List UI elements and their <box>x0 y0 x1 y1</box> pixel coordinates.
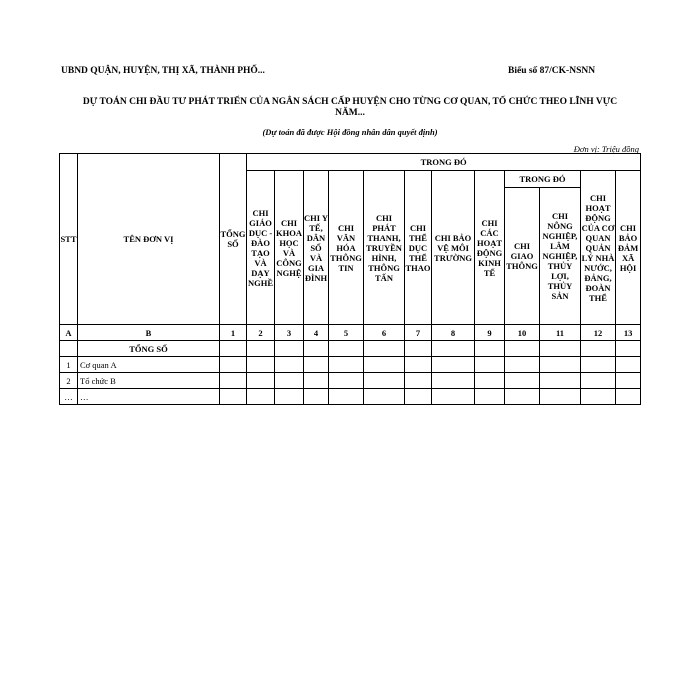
table-cell <box>432 389 475 405</box>
table-cell <box>432 341 475 357</box>
header-col-6: CHI PHÁT THANH, TRUYỀN HÌNH, THÔNG TẤN <box>364 171 405 325</box>
header-col-4: CHI Y TẾ, DÂN SỐ VÀ GIA ĐÌNH <box>304 171 329 325</box>
table-cell <box>304 341 329 357</box>
header-col-12: CHI HOẠT ĐỘNG CỦA CƠ QUAN QUẢN LÝ NHÀ NƯỚC, ĐẢNG, ĐOÀN THỂ <box>581 171 616 325</box>
title-line-1: DỰ TOÁN CHI ĐẦU TƯ PHÁT TRIỂN CỦA NGÂN SÁCH CẤP HUYỆN CHO TỪNG CƠ QUAN, TỔ CHỨC THEO LĨNH VỰC <box>82 97 618 107</box>
table-cell <box>405 389 432 405</box>
table-cell <box>364 341 405 357</box>
document-title <box>58 97 642 119</box>
table-cell <box>475 341 505 357</box>
index-cell: 11 <box>540 325 581 341</box>
table-cell <box>220 373 247 389</box>
table-cell <box>505 341 540 357</box>
row-stt: … <box>60 389 78 405</box>
table-cell <box>581 357 616 373</box>
table-cell <box>220 389 247 405</box>
index-row <box>60 325 641 341</box>
row-name: Tổ chức B <box>78 373 220 389</box>
index-cell: 10 <box>505 325 540 341</box>
table-cell <box>247 373 275 389</box>
index-cell: B <box>78 325 220 341</box>
table-cell <box>405 357 432 373</box>
table-cell <box>247 357 275 373</box>
table-cell <box>275 389 304 405</box>
header-col-7: CHI THỂ DỤC THỂ THAO <box>405 171 432 325</box>
row-name: Cơ quan A <box>78 357 220 373</box>
title-line-2: NĂM... <box>335 108 365 118</box>
table-cell <box>304 373 329 389</box>
header-col-3: CHI KHOA HỌC VÀ CÔNG NGHỆ <box>275 171 304 325</box>
table-cell <box>475 373 505 389</box>
issuing-authority: UBND QUẬN, HUYỆN, THỊ XÃ, THÀNH PHỐ... <box>61 66 265 76</box>
index-cell: 8 <box>432 325 475 341</box>
table-cell <box>540 357 581 373</box>
index-cell: 6 <box>364 325 405 341</box>
index-cell: 12 <box>581 325 616 341</box>
header-col-9: CHI CÁC HOẠT ĐỘNG KINH TẾ <box>475 171 505 325</box>
table-cell <box>581 389 616 405</box>
header-col-5: CHI VĂN HÓA THÔNG TIN <box>329 171 364 325</box>
table-row <box>60 357 641 373</box>
header-tong-so: TỔNG SỐ <box>220 154 247 325</box>
table-cell <box>405 373 432 389</box>
table-cell <box>275 341 304 357</box>
table-cell <box>475 357 505 373</box>
header-trong-do: TRONG ĐÓ <box>247 154 641 171</box>
table-cell <box>505 389 540 405</box>
header-col-8: CHI BẢO VỆ MÔI TRƯỜNG <box>432 171 475 325</box>
index-cell: 4 <box>304 325 329 341</box>
table-cell <box>220 341 247 357</box>
table-cell <box>540 341 581 357</box>
header-col-2: CHI GIÁO DỤC - ĐÀO TẠO VÀ DẠY NGHỀ <box>247 171 275 325</box>
table-cell <box>475 389 505 405</box>
table-row <box>60 373 641 389</box>
table-cell <box>581 373 616 389</box>
header-col-11: CHI NÔNG NGHIỆP, LÂM NGHIỆP, THỦY LỢI, THỦY SẢN <box>540 188 581 325</box>
table-cell <box>364 357 405 373</box>
table-cell <box>364 373 405 389</box>
index-cell: 3 <box>275 325 304 341</box>
header-col-10: CHI GIAO THÔNG <box>505 188 540 325</box>
table-cell <box>275 373 304 389</box>
table-cell <box>540 373 581 389</box>
index-cell: 2 <box>247 325 275 341</box>
table-cell <box>432 357 475 373</box>
table-cell <box>220 357 247 373</box>
index-cell: 13 <box>616 325 641 341</box>
header-ten-don-vi: TÊN ĐƠN VỊ <box>78 154 220 325</box>
table-cell <box>304 389 329 405</box>
row-name: … <box>78 389 220 405</box>
header-trong-do-sub: TRONG ĐÓ <box>505 171 581 188</box>
budget-table <box>59 153 641 405</box>
header-col-13: CHI BẢO ĐẢM XÃ HỘI <box>616 171 641 325</box>
index-cell: A <box>60 325 78 341</box>
index-cell: 5 <box>329 325 364 341</box>
table-cell <box>329 341 364 357</box>
table-cell <box>616 357 641 373</box>
row-stt: 1 <box>60 357 78 373</box>
table-cell <box>505 373 540 389</box>
table-cell <box>329 357 364 373</box>
table-row <box>60 389 641 405</box>
table-cell <box>275 357 304 373</box>
header-stt: STT <box>60 154 78 325</box>
table-cell <box>505 357 540 373</box>
unit-label: Đơn vị: Triệu đồng <box>573 144 639 154</box>
table-cell <box>616 373 641 389</box>
document-subtitle: (Dự toán đã được Hội đồng nhân dân quyết định) <box>262 127 438 137</box>
index-cell: 1 <box>220 325 247 341</box>
table-cell <box>247 389 275 405</box>
table-cell <box>616 389 641 405</box>
form-number: Biểu số 87/CK-NSNN <box>508 66 596 76</box>
table-row-total <box>60 341 641 357</box>
table-cell <box>405 341 432 357</box>
index-cell: 9 <box>475 325 505 341</box>
table-cell <box>432 373 475 389</box>
index-cell: 7 <box>405 325 432 341</box>
row-stt <box>60 341 78 357</box>
table-cell <box>364 389 405 405</box>
table-cell <box>329 389 364 405</box>
table-cell <box>616 341 641 357</box>
table-cell <box>304 357 329 373</box>
row-stt: 2 <box>60 373 78 389</box>
table-cell <box>329 373 364 389</box>
table-cell <box>247 341 275 357</box>
table-cell <box>581 341 616 357</box>
table-cell <box>540 389 581 405</box>
row-name: TỔNG SỐ <box>78 341 220 357</box>
